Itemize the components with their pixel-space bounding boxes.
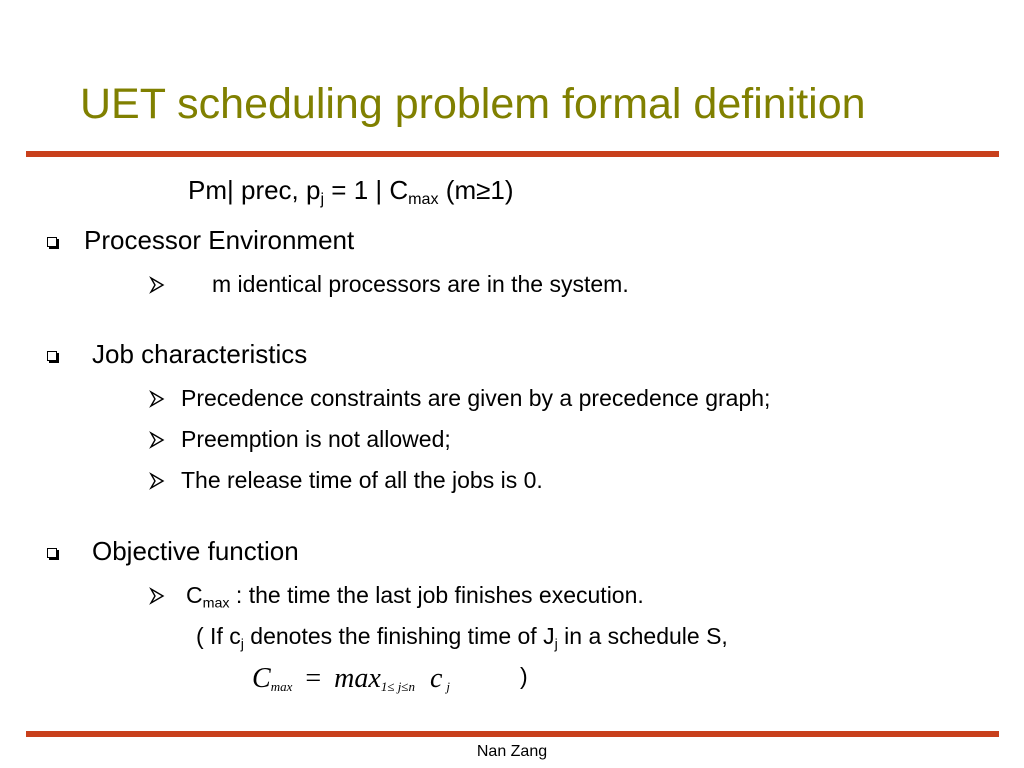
objective-sub-max: max [202, 595, 230, 612]
formula-sub-max: max [270, 678, 293, 694]
objective-c: C [186, 582, 203, 608]
square-bullet-icon [47, 548, 57, 558]
section-heading: Objective function [92, 536, 299, 566]
objective-desc: : the time the last job finishes execution. [229, 582, 644, 608]
notation-line [188, 174, 514, 206]
top-divider [26, 151, 999, 157]
notation-sub-j: j [320, 189, 325, 208]
cmax-formula [252, 661, 450, 697]
objective-note [196, 621, 728, 651]
notation-text-3: (m≥1) [438, 175, 514, 205]
bottom-divider [26, 731, 999, 737]
formula-range: 1≤ j≤n [380, 678, 415, 694]
note-text-3: in a schedule S, [557, 623, 728, 649]
notation-text-2: = 1 | C [324, 175, 409, 205]
arrowhead-bullet-icon [148, 431, 166, 449]
section-heading: Processor Environment [84, 225, 355, 255]
arrowhead-bullet-icon [148, 472, 166, 490]
square-bullet-icon [47, 351, 57, 361]
note-sub-j-2: j [554, 636, 558, 653]
footer-author: Nan Zang [476, 743, 548, 760]
notation-text: Pm| prec, p [188, 175, 321, 205]
section-heading: Job characteristics [92, 339, 308, 369]
formula-sub-j: j [446, 678, 451, 694]
list-item: m identical processors are in the system. [212, 271, 629, 297]
arrowhead-bullet-icon [148, 276, 166, 294]
arrowhead-bullet-icon [148, 587, 166, 605]
arrowhead-bullet-icon [148, 390, 166, 408]
note-sub-j: j [240, 636, 244, 653]
formula-max: max [334, 663, 381, 694]
note-text: ( If c [196, 623, 241, 649]
note-text-2: denotes the finishing time of J [243, 623, 555, 649]
formula-equals: = [305, 663, 322, 694]
list-item: Precedence constraints are given by a precedence graph; [181, 385, 771, 411]
formula-c: c [429, 663, 443, 694]
objective-item [186, 580, 644, 610]
notation-sub-max: max [408, 189, 439, 208]
formula-C: C [252, 663, 271, 694]
formula-close-paren: ) [520, 663, 528, 689]
slide-title: UET scheduling problem formal definition [80, 80, 866, 128]
square-bullet-icon [47, 237, 57, 247]
list-item: Preemption is not allowed; [181, 426, 451, 452]
list-item: The release time of all the jobs is 0. [181, 467, 543, 493]
